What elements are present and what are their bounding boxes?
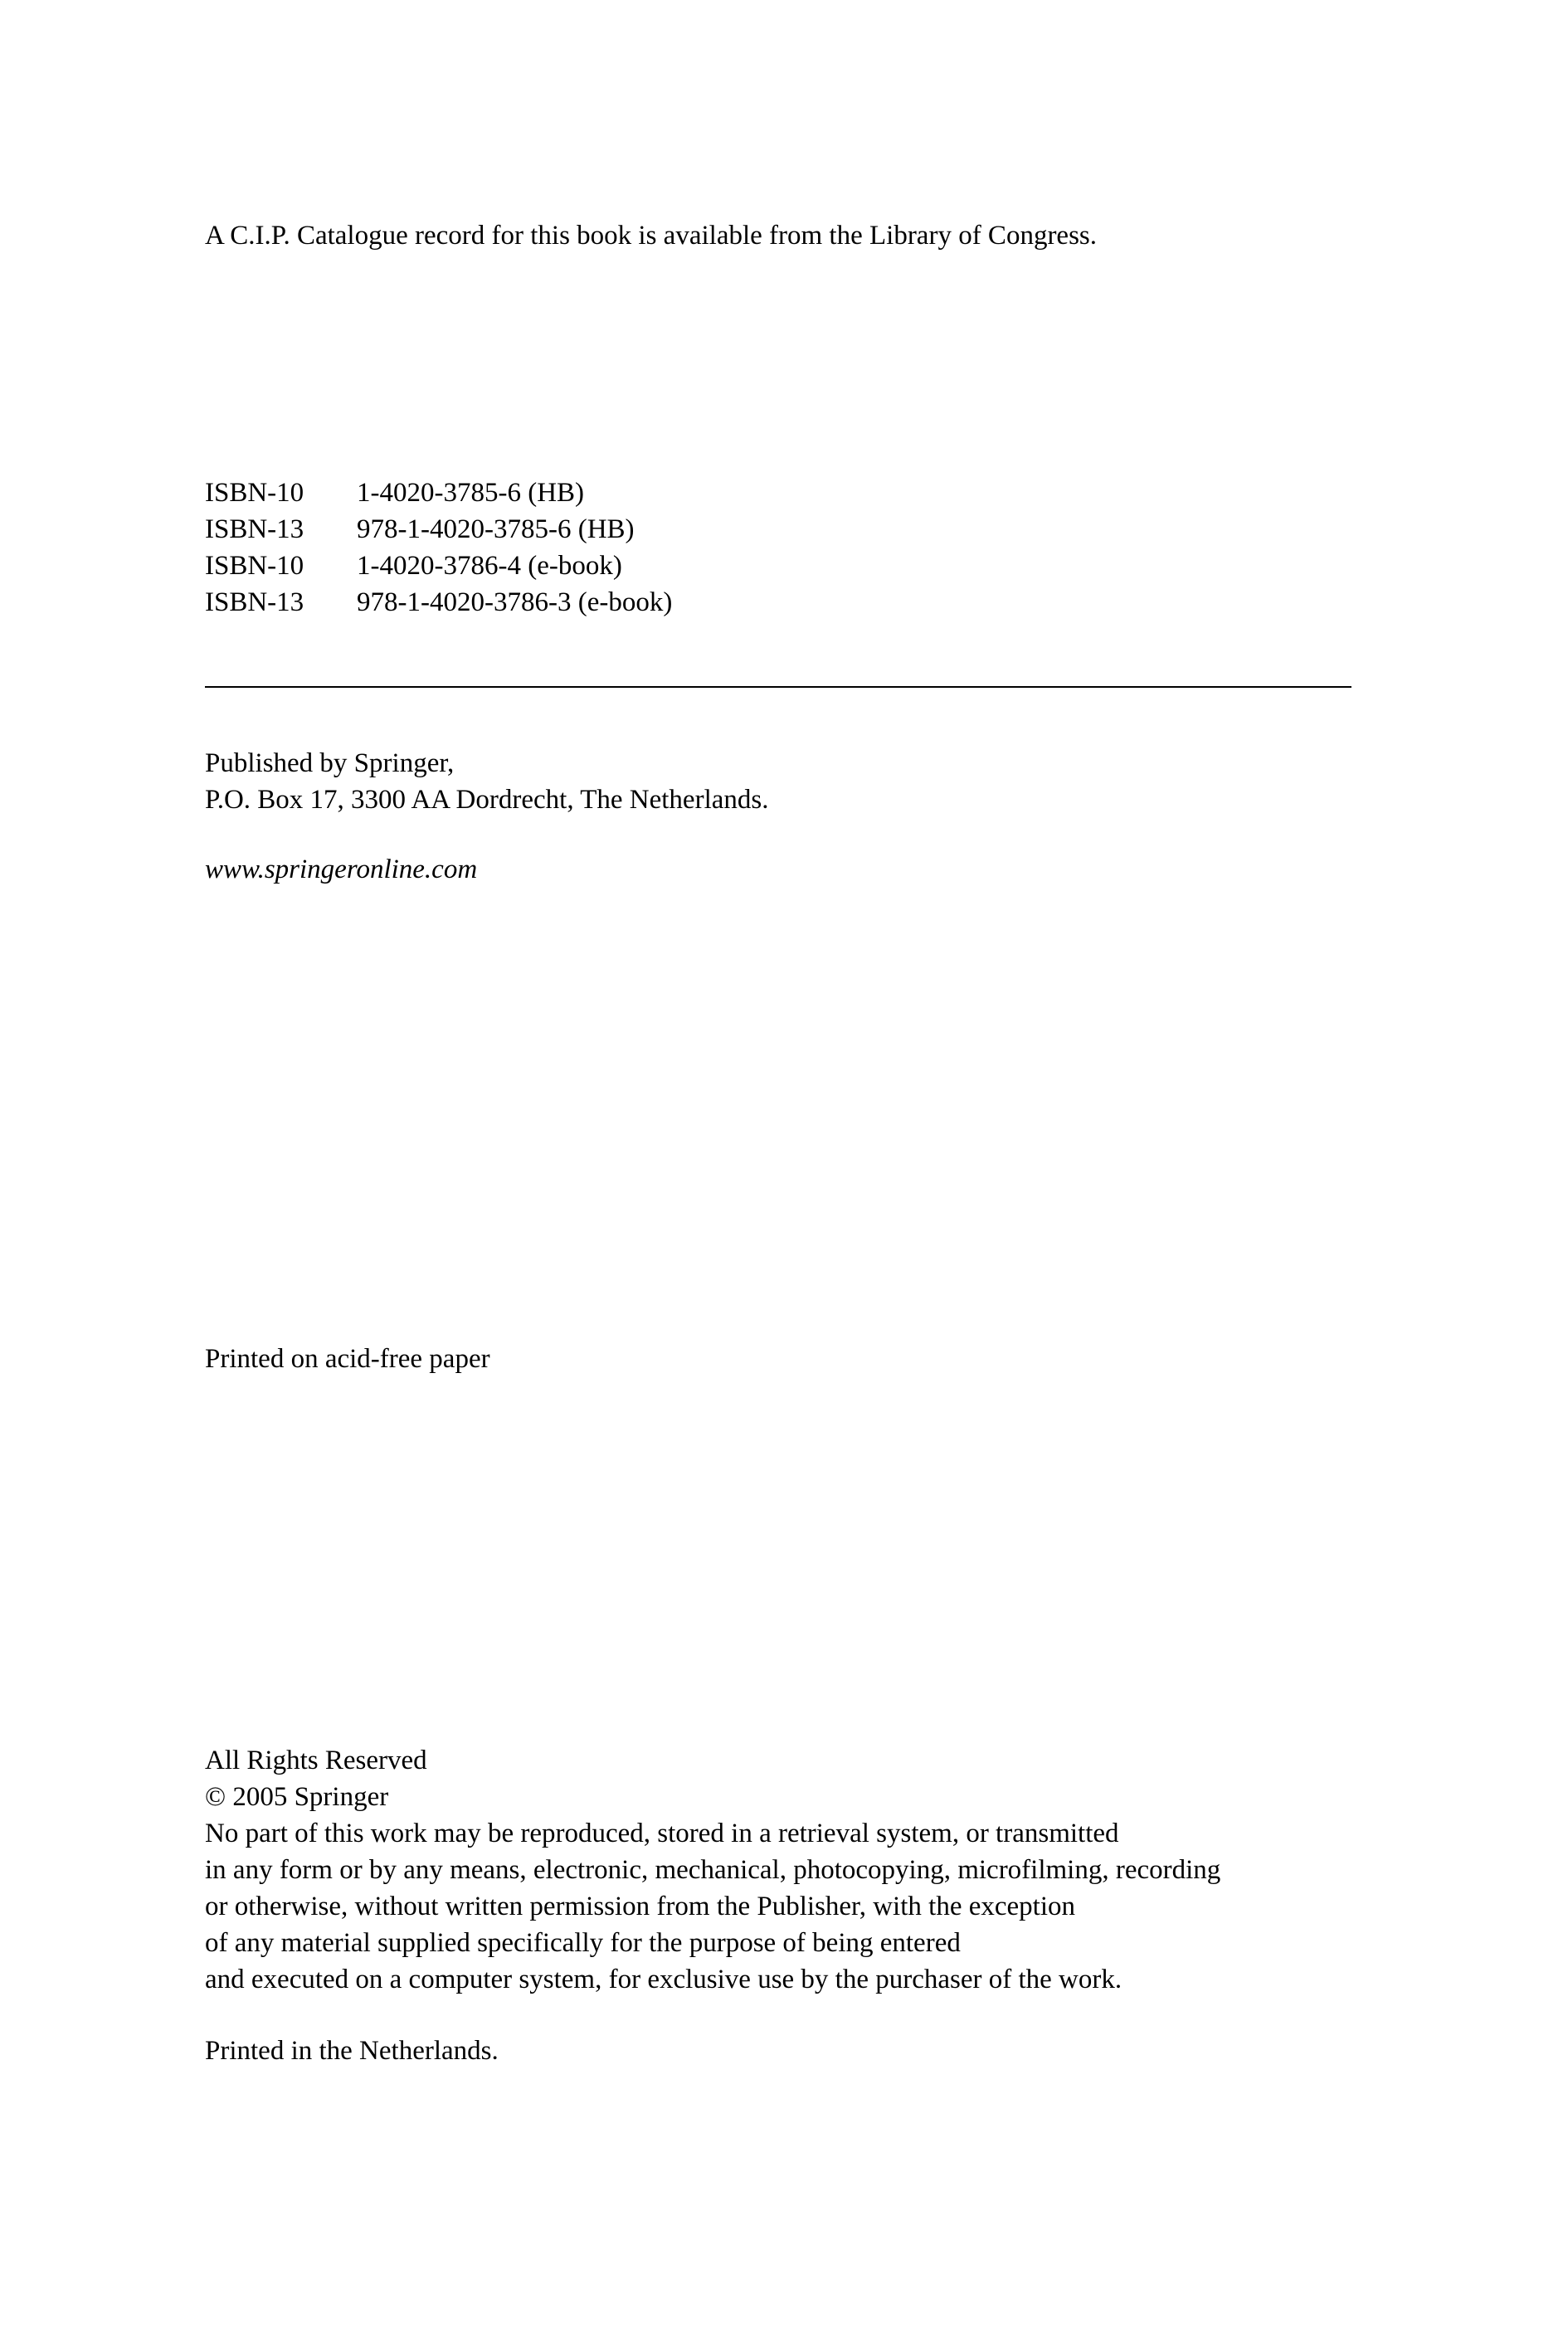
rights-text-line: and executed on a computer system, for exclusive use by the purchaser of the work. <box>205 1965 1122 1994</box>
rights-text-line: in any form or by any means, electronic, mechanical, photocopying, microfilming, recording <box>205 1855 1221 1885</box>
paper-note: Printed on acid-free paper <box>205 1344 490 1374</box>
horizontal-divider <box>205 686 1351 688</box>
publisher-website-link[interactable]: www.springeronline.com <box>205 855 478 884</box>
rights-text-line: of any material supplied specifically for the purpose of being entered <box>205 1928 961 1958</box>
isbn-label: ISBN-10 <box>205 478 304 508</box>
isbn-label: ISBN-10 <box>205 551 304 581</box>
rights-text-line: No part of this work may be reproduced, stored in a retrieval system, or transmitted <box>205 1819 1119 1848</box>
rights-block <box>205 1742 1220 1998</box>
publisher-name: Published by Springer, <box>205 748 455 778</box>
printed-in-note: Printed in the Netherlands. <box>205 2036 499 2066</box>
isbn-label: ISBN-13 <box>205 587 304 617</box>
rights-heading: All Rights Reserved <box>205 1746 427 1775</box>
isbn-row <box>205 511 672 548</box>
isbn-label: ISBN-13 <box>205 514 304 544</box>
isbn-value: 978-1-4020-3785-6 (HB) <box>357 514 635 544</box>
isbn-list <box>205 475 672 621</box>
publisher-address: P.O. Box 17, 3300 AA Dordrecht, The Netherlands. <box>205 785 769 815</box>
isbn-value: 1-4020-3785-6 (HB) <box>357 478 585 508</box>
copyright-line: © 2005 Springer <box>205 1782 389 1812</box>
isbn-row <box>205 548 672 584</box>
rights-text-line: or otherwise, without written permission from the Publisher, with the exception <box>205 1892 1075 1921</box>
isbn-row <box>205 584 672 621</box>
cip-notice: A C.I.P. Catalogue record for this book is available from the Library of Congress. <box>205 221 1098 251</box>
isbn-value: 1-4020-3786-4 (e-book) <box>357 551 622 581</box>
isbn-row <box>205 475 672 511</box>
publisher-block <box>205 745 768 818</box>
isbn-value: 978-1-4020-3786-3 (e-book) <box>357 587 673 617</box>
